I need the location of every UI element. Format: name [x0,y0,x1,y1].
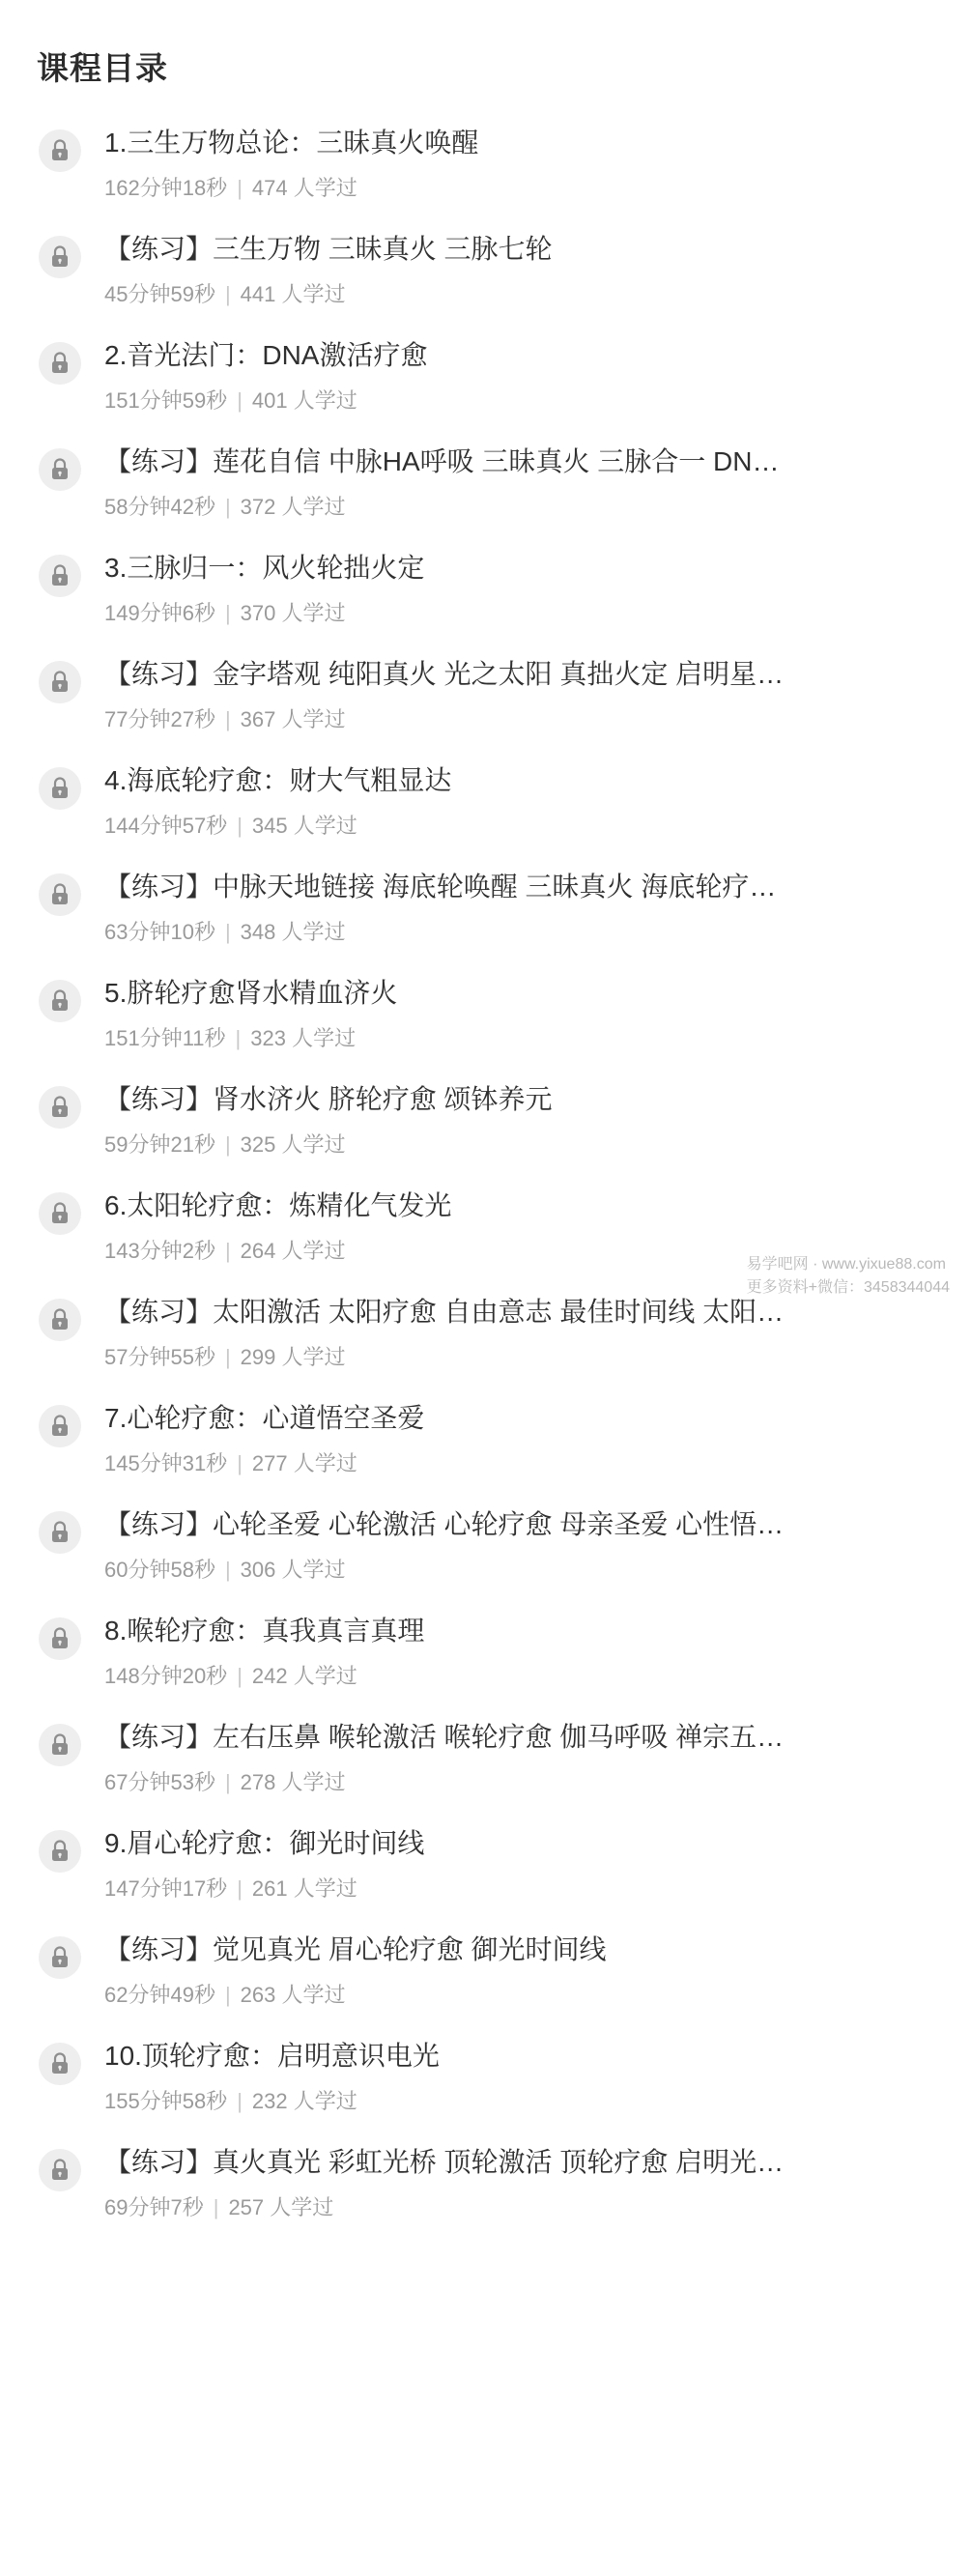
lesson-row[interactable] [0,748,971,854]
lesson-body [93,1505,938,1585]
meta-separator: | [224,601,231,625]
lesson-body [93,2143,938,2222]
lock-icon [39,1086,81,1129]
lock-icon [39,129,81,172]
lesson-body [93,549,938,628]
lesson-row[interactable] [0,1386,971,1492]
lesson-learners: 345 人学过 [251,814,357,838]
lesson-row[interactable] [0,1811,971,1917]
lesson-title: 【练习】莲花自信 中脉HA呼吸 三昧真火 三脉合一 DN… [104,446,780,476]
lock-icon-wrap [39,1612,93,1660]
lesson-meta [104,1556,938,1585]
lesson-meta [104,812,938,841]
lesson-meta [104,1981,938,2010]
lock-icon-wrap [39,336,93,385]
lesson-title: 【练习】金字塔观 纯阳真火 光之太阳 真拙火定 启明星… [104,659,785,689]
lesson-body [93,868,938,947]
lock-icon-wrap [39,1293,93,1341]
lock-icon-wrap [39,1399,93,1447]
page-title: 课程目录 [37,50,168,86]
lesson-duration: 155分钟58秒 [104,2089,228,2113]
lesson-title: 【练习】心轮圣爱 心轮激活 心轮疗愈 母亲圣爱 心性悟… [104,1509,785,1539]
lesson-duration: 162分钟18秒 [104,176,228,200]
lesson-row[interactable] [0,535,971,642]
lesson-body [93,1187,938,1266]
lock-icon-wrap [39,868,93,916]
lock-icon-wrap [39,1187,93,1235]
lesson-title: 【练习】太阳激活 太阳疗愈 自由意志 最佳时间线 太阳… [104,1297,785,1327]
lesson-learners: 263 人学过 [240,1983,346,2007]
lesson-row[interactable] [0,1067,971,1173]
lock-icon [39,1617,81,1660]
lesson-row[interactable] [0,854,971,960]
lock-icon-wrap [39,2037,93,2085]
lesson-title: 【练习】中脉天地链接 海底轮唤醒 三昧真火 海底轮疗… [104,872,777,902]
lesson-row[interactable] [0,960,971,1067]
lesson-title: 9.眉心轮疗愈：御光时间线 [104,1828,425,1858]
lesson-meta [104,2087,938,2116]
lesson-duration: 62分钟49秒 [104,1983,215,2007]
lesson-body [93,230,938,309]
lock-icon [39,236,81,278]
lock-icon-wrap [39,1505,93,1554]
meta-separator: | [237,814,243,838]
meta-separator: | [237,176,243,200]
lock-icon-wrap [39,655,93,703]
lock-icon-wrap [39,1718,93,1766]
lesson-duration: 58分钟42秒 [104,495,215,519]
lesson-meta [104,918,938,947]
lesson-title: 【练习】觉见真光 眉心轮疗愈 御光时间线 [104,1934,607,1964]
lesson-meta [104,493,938,522]
meta-separator: | [237,2089,243,2113]
lesson-meta [104,1449,938,1478]
lesson-body [93,1293,938,1372]
lesson-meta [104,2193,938,2222]
lock-icon [39,1299,81,1341]
lesson-duration: 149分钟6秒 [104,601,215,625]
meta-separator: | [235,1026,242,1050]
lock-icon-wrap [39,2143,93,2191]
lesson-learners: 441 人学过 [240,282,346,306]
watermark-line-2: 更多资料+微信：3458344044 [746,1279,950,1296]
lesson-row[interactable] [0,2023,971,2130]
lesson-duration: 45分钟59秒 [104,282,215,306]
meta-separator: | [224,707,231,731]
lesson-body [93,124,938,203]
lesson-meta [104,1875,938,1903]
lesson-title: 5.脐轮疗愈肾水精血济火 [104,978,398,1008]
lesson-duration: 145分钟31秒 [104,1451,228,1475]
lesson-title: 【练习】肾水济火 脐轮疗愈 颂钵养元 [104,1084,553,1114]
lesson-learners: 474 人学过 [251,176,357,200]
lesson-row[interactable] [0,1279,971,1386]
lesson-body [93,655,938,734]
lock-icon [39,980,81,1022]
lesson-row[interactable] [0,1173,971,1279]
lesson-meta [104,386,938,415]
lock-icon-wrap [39,230,93,278]
meta-separator: | [224,282,231,306]
lock-icon [39,1511,81,1554]
meta-separator: | [224,920,231,944]
lesson-body [93,443,938,522]
lesson-row[interactable] [0,1704,971,1811]
lesson-meta [104,280,938,309]
lesson-learners: 277 人学过 [251,1451,357,1475]
lesson-duration: 57分钟55秒 [104,1345,215,1369]
meta-separator: | [224,1132,231,1157]
lesson-row[interactable] [0,323,971,429]
lock-icon-wrap [39,761,93,810]
lesson-learners: 264 人学过 [240,1239,346,1263]
lesson-duration: 59分钟21秒 [104,1132,215,1157]
lesson-duration: 60分钟58秒 [104,1558,215,1582]
lesson-row[interactable] [0,1598,971,1704]
meta-separator: | [224,495,231,519]
lesson-title: 7.心轮疗愈：心道悟空圣爱 [104,1403,425,1433]
lesson-body [93,1612,938,1691]
lock-icon [39,873,81,916]
lock-icon [39,1936,81,1979]
lock-icon-wrap [39,1931,93,1979]
lesson-body [93,1399,938,1478]
lesson-duration: 77分钟27秒 [104,707,215,731]
lesson-body [93,1931,938,2010]
lesson-meta [104,599,938,628]
lesson-learners: 372 人学过 [240,495,346,519]
lock-icon [39,2043,81,2085]
lesson-title: 1.三生万物总论：三昧真火唤醒 [104,128,479,157]
lesson-title: 3.三脉归一：风火轮拙火定 [104,553,425,583]
meta-separator: | [224,1770,231,1794]
lesson-row[interactable] [0,2130,971,2236]
lesson-row[interactable] [0,1917,971,2023]
meta-separator: | [237,1876,243,1901]
lesson-duration: 151分钟11秒 [104,1026,226,1050]
lock-icon [39,661,81,703]
lesson-title: 4.海底轮疗愈：财大气粗显达 [104,765,452,795]
lock-icon-wrap [39,1080,93,1129]
lock-icon [39,1192,81,1235]
lesson-learners: 257 人学过 [228,2195,334,2219]
lock-icon [39,555,81,597]
lesson-meta [104,1768,938,1797]
lesson-meta [104,1343,938,1372]
lesson-list [0,110,971,2236]
lesson-learners: 306 人学过 [240,1558,346,1582]
meta-separator: | [237,1664,243,1688]
lesson-body [93,974,938,1053]
lesson-row[interactable] [0,429,971,535]
meta-separator: | [224,1345,231,1369]
lesson-body [93,336,938,415]
lesson-meta [104,1237,938,1266]
lesson-duration: 147分钟17秒 [104,1876,228,1901]
lesson-duration: 144分钟57秒 [104,814,228,838]
lock-icon [39,1724,81,1766]
lesson-title: 【练习】左右压鼻 喉轮激活 喉轮疗愈 伽马呼吸 禅宗五… [104,1722,785,1752]
lesson-duration: 69分钟7秒 [104,2195,204,2219]
lesson-row[interactable] [0,110,971,216]
lock-icon [39,1830,81,1873]
lock-icon [39,342,81,385]
lesson-row[interactable] [0,216,971,323]
lesson-duration: 148分钟20秒 [104,1664,228,1688]
lock-icon [39,2149,81,2191]
lesson-learners: 325 人学过 [240,1132,346,1157]
meta-separator: | [213,2195,219,2219]
lesson-body [93,761,938,841]
lesson-body [93,1080,938,1159]
meta-separator: | [224,1239,231,1263]
lesson-title: 10.顶轮疗愈：启明意识电光 [104,2041,440,2071]
lesson-title: 8.喉轮疗愈：真我真言真理 [104,1616,425,1646]
lesson-learners: 370 人学过 [240,601,346,625]
lesson-learners: 299 人学过 [240,1345,346,1369]
lock-icon-wrap [39,1824,93,1873]
lesson-meta [104,1024,938,1053]
lock-icon-wrap [39,549,93,597]
lesson-row[interactable] [0,642,971,748]
lock-icon [39,1405,81,1447]
lesson-learners: 242 人学过 [251,1664,357,1688]
lesson-title: 6.太阳轮疗愈：炼精化气发光 [104,1190,452,1220]
lesson-learners: 278 人学过 [240,1770,346,1794]
lock-icon-wrap [39,974,93,1022]
lesson-body [93,1718,938,1797]
lesson-learners: 367 人学过 [240,707,346,731]
lesson-meta [104,705,938,734]
meta-separator: | [237,388,243,413]
lesson-body [93,2037,938,2116]
lesson-title: 2.音光法门：DNA激活疗愈 [104,340,428,370]
lesson-duration: 67分钟53秒 [104,1770,215,1794]
lock-icon-wrap [39,443,93,491]
lesson-title: 【练习】真火真光 彩虹光桥 顶轮激活 顶轮疗愈 启明光… [104,2147,785,2177]
meta-separator: | [237,1451,243,1475]
lock-icon [39,448,81,491]
lesson-meta [104,1662,938,1691]
lesson-duration: 151分钟59秒 [104,388,228,413]
lesson-meta [104,174,938,203]
lesson-learners: 348 人学过 [240,920,346,944]
lesson-learners: 261 人学过 [251,1876,357,1901]
lesson-learners: 401 人学过 [251,388,357,413]
lesson-learners: 232 人学过 [251,2089,357,2113]
lesson-body [93,1824,938,1903]
lesson-learners: 323 人学过 [250,1026,357,1050]
meta-separator: | [224,1983,231,2007]
meta-separator: | [224,1558,231,1582]
lesson-duration: 63分钟10秒 [104,920,215,944]
lesson-row[interactable] [0,1492,971,1598]
watermark-line-1: 易学吧网 · www.yixue88.com [746,1256,946,1273]
lesson-duration: 143分钟2秒 [104,1239,215,1263]
lesson-title: 【练习】三生万物 三昧真火 三脉七轮 [104,234,553,264]
lock-icon [39,767,81,810]
lesson-meta [104,1131,938,1159]
lock-icon-wrap [39,124,93,172]
